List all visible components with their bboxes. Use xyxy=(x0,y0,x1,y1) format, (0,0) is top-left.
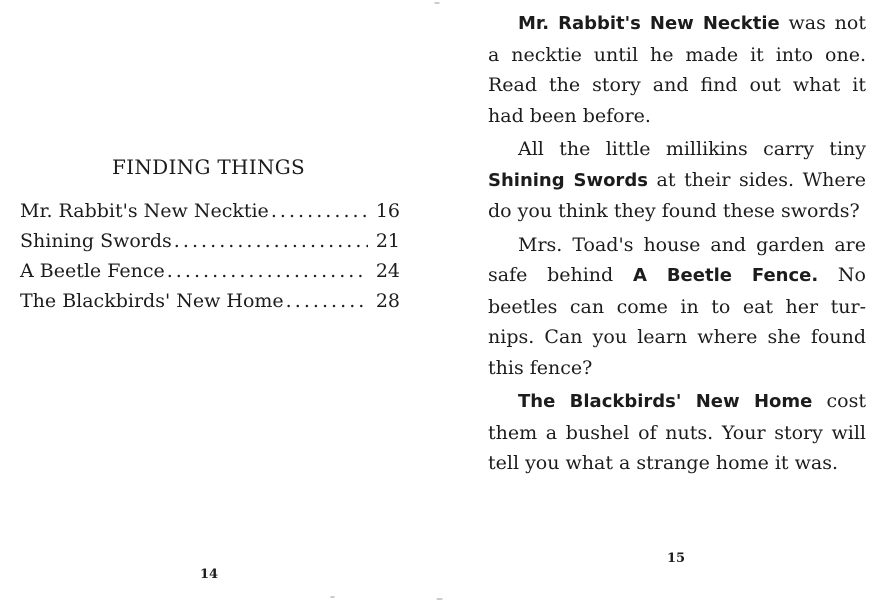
paragraph-text: Mrs. Toad's house and garden are safe behind xyxy=(488,233,866,286)
page-number-left: 14 xyxy=(200,567,219,582)
print-speck xyxy=(434,2,440,4)
story-title: A Beetle Fence. xyxy=(632,265,819,286)
toc-entry-page: 21 xyxy=(375,230,400,252)
story-title: Shining Swords xyxy=(488,169,648,191)
right-page xyxy=(438,0,877,601)
toc-heading: FINDING THINGS xyxy=(111,155,306,179)
toc-entry-title: A Beetle Fence xyxy=(20,260,165,282)
left-page xyxy=(0,0,438,601)
toc-entry-title: Shining Swords xyxy=(20,230,172,252)
paragraph-text: was not a necktie until he made it into one. Read the story and find out what it had been before. xyxy=(488,12,866,127)
print-speck xyxy=(330,596,335,598)
paragraph xyxy=(488,230,866,384)
toc-leader-dots xyxy=(167,260,368,282)
page-number-right: 15 xyxy=(667,551,686,566)
toc-entry-title: The Blackbirds' New Home xyxy=(20,290,284,312)
toc-entry-page: 24 xyxy=(375,260,400,282)
paragraph xyxy=(488,8,866,131)
paragraph xyxy=(488,386,866,479)
paragraph-text: at their sides. Where do you think they found these swords? xyxy=(488,168,866,222)
toc-leader-dots xyxy=(286,290,368,312)
toc-leader-dots xyxy=(271,200,368,222)
table-of-contents xyxy=(20,200,400,320)
paragraph-text: All the little millikins carry tiny xyxy=(518,138,866,160)
toc-entry xyxy=(20,290,400,320)
toc-leader-dots xyxy=(174,230,368,252)
story-descriptions xyxy=(488,8,866,482)
toc-entry xyxy=(20,230,400,260)
story-title: Mr. Rabbit's New Necktie xyxy=(518,13,780,34)
toc-entry-title: Mr. Rabbit's New Necktie xyxy=(20,200,269,222)
toc-entry xyxy=(20,200,400,230)
toc-entry-page: 28 xyxy=(375,290,400,312)
print-speck xyxy=(436,598,443,600)
paragraph-text: No beetles can come in to eat her tur-nips. Can you learn where she found this fence? xyxy=(488,264,866,379)
toc-entry xyxy=(20,260,400,290)
paragraph xyxy=(488,134,866,227)
story-title: The Blackbirds' New Home xyxy=(518,391,813,412)
toc-entry-page: 16 xyxy=(375,200,400,222)
paragraph-text: cost them a bushel of nuts. Your story will tell you what a strange home it was. xyxy=(488,390,866,474)
